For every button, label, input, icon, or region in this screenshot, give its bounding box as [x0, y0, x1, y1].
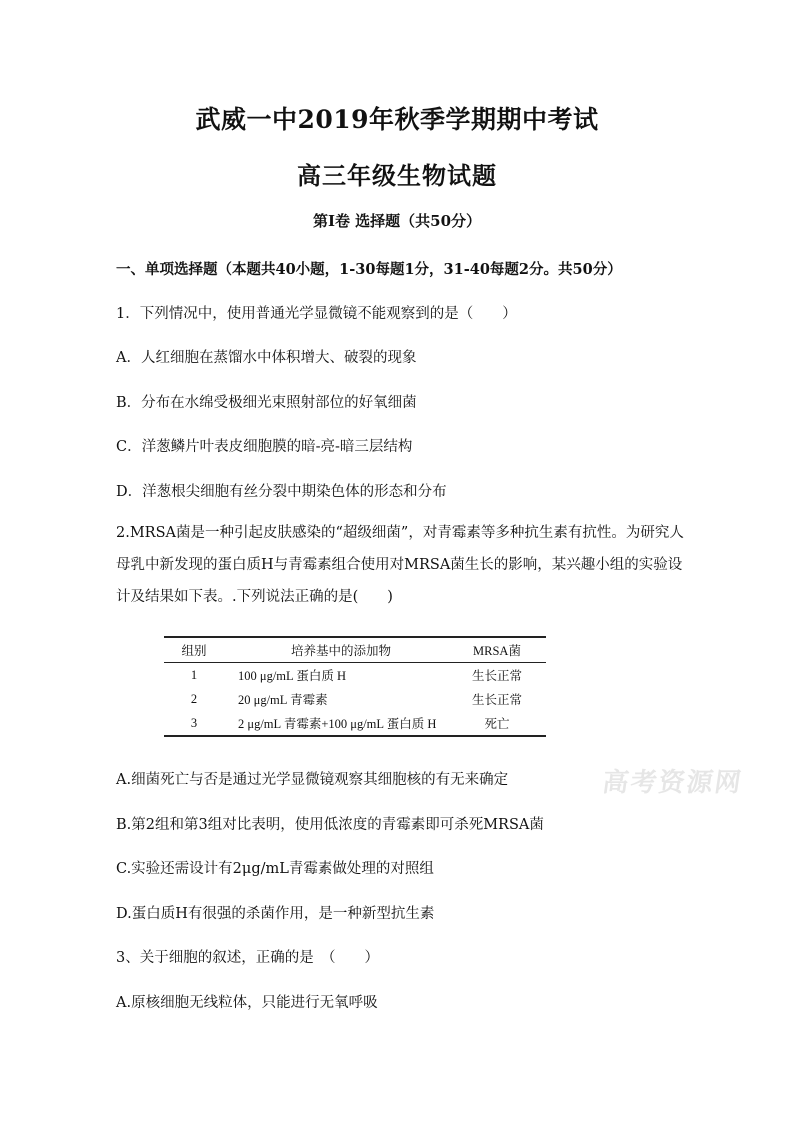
- q3-option-a: A.原核细胞无线粒体，只能进行无氧呼吸: [116, 995, 378, 1011]
- table-cell: 100 μg/mL 蛋白质 H: [238, 669, 346, 683]
- table-cell: 2: [190, 691, 198, 706]
- q2-results-table: [164, 636, 546, 737]
- table-cell: 2 μg/mL 青霉素+100 μg/mL 蛋白质 H: [238, 717, 437, 731]
- q1-option-c: C．洋葱鳞片叶表皮细胞膜的暗-亮-暗三层结构: [116, 439, 413, 455]
- watermark: 高考资源网: [600, 768, 745, 798]
- q2-option-d: D.蛋白质H有很强的杀菌作用，是一种新型抗生素: [116, 906, 435, 922]
- table-cell: 生长正常: [471, 693, 522, 707]
- table-cell: 1: [190, 667, 198, 682]
- table-row: [164, 663, 546, 688]
- table-header-row: [164, 637, 546, 663]
- q2-option-a: A.细菌死亡与否是通过光学显微镜观察其细胞核的有无来确定: [116, 772, 509, 788]
- part-heading: 一、单项选择题（本题共40小题，1-30每题1分，31-40每题2分。共50分）: [116, 261, 622, 278]
- q1-option-b: B．分布在水绵受极细光束照射部位的好氧细菌: [116, 395, 417, 411]
- table-cell: 生长正常: [471, 669, 522, 683]
- exam-subtitle: 高三年级生物试题: [297, 161, 497, 190]
- exam-title: 武威一中2019年秋季学期期中考试: [195, 105, 599, 134]
- q3-stem: 3、关于细胞的叙述，正确的是 （ ）: [116, 950, 379, 966]
- q1-option-d: D．洋葱根尖细胞有丝分裂中期染色体的形态和分布: [116, 484, 447, 500]
- q1-option-a: A．人红细胞在蒸馏水中体积增大、破裂的现象: [116, 350, 417, 366]
- q2-stem: 2.MRSA菌是一种引起皮肤感染的“超级细菌”，对青霉素等多种抗生素有抗性。为研究人母乳中新发现的蛋白质H与青霉素组合使用对MRSA菌生长的影响，某兴趣小组的实验设计及结果如下表。.下列说法正确的是( ): [116, 525, 684, 605]
- q2-option-b: B.第2组和第3组对比表明，使用低浓度的青霉素即可杀死MRSA菌: [116, 817, 544, 833]
- table-header: 培养基中的添加物: [290, 644, 391, 658]
- table-row: [164, 687, 546, 711]
- table-row: [164, 711, 546, 736]
- q1-stem: 1．下列情况中，使用普通光学显微镜不能观察到的是（ ）: [116, 306, 517, 322]
- section-title: 第Ⅰ卷 选择题（共50分）: [312, 212, 482, 230]
- table-cell: 死亡: [484, 717, 510, 731]
- table-header: MRSA菌: [473, 644, 521, 658]
- q2-option-c: C.实验还需设计有2μg/mL青霉素做处理的对照组: [116, 861, 434, 877]
- table-header: 组别: [181, 644, 207, 658]
- table-cell: 3: [190, 715, 198, 730]
- table-cell: 20 μg/mL 青霉素: [238, 693, 328, 707]
